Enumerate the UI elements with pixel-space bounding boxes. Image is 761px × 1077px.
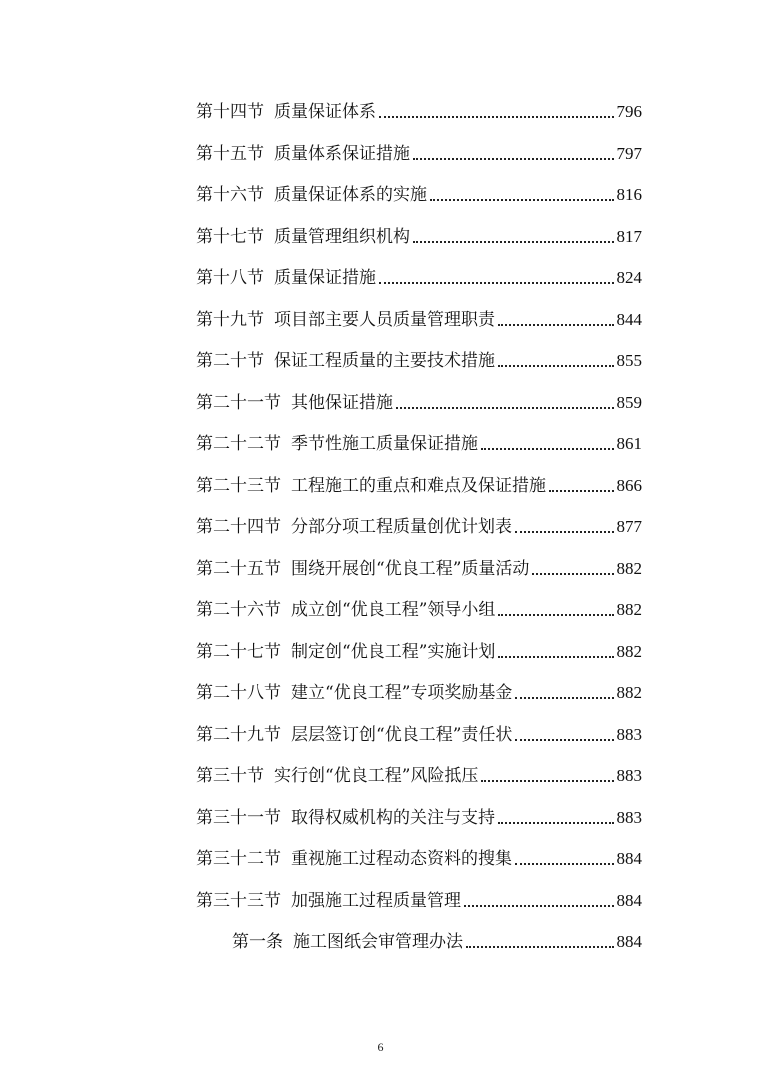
dot-leader — [466, 945, 614, 948]
toc-entry-page: 884 — [616, 849, 642, 868]
toc-entry-label: 第一条 — [232, 932, 283, 952]
toc-entry-label: 第二十七节 — [196, 642, 281, 662]
toc-entry-label: 第二十节 — [196, 351, 264, 371]
dot-leader — [515, 862, 614, 865]
toc-entry-title: 质量管理组织机构 — [274, 227, 410, 247]
dot-leader — [515, 696, 613, 699]
toc-entry-title: 取得权威机构的关注与支持 — [291, 808, 495, 828]
toc-entry[interactable] — [196, 343, 642, 371]
page-number: 6 — [377, 1040, 384, 1054]
toc-entry-title: 其他保证措施 — [291, 393, 393, 413]
toc-entry[interactable] — [196, 883, 642, 911]
toc-entry-label: 第二十一节 — [196, 393, 281, 413]
toc-entry-page: 882 — [616, 683, 642, 702]
toc-entry[interactable] — [196, 634, 642, 662]
toc-entry[interactable] — [196, 219, 642, 247]
dot-leader — [515, 530, 614, 533]
toc-entry[interactable] — [196, 758, 642, 786]
dot-leader — [379, 281, 614, 284]
dot-leader — [498, 821, 614, 824]
toc-entry-label: 第三十三节 — [196, 891, 281, 911]
toc-entry-label: 第十四节 — [196, 102, 264, 122]
toc-entry-page: 855 — [616, 351, 642, 370]
toc-entry-page: 824 — [616, 268, 642, 287]
dot-leader — [413, 240, 614, 243]
toc-entry[interactable] — [196, 385, 642, 413]
dot-leader — [379, 115, 614, 118]
toc-entry[interactable] — [196, 675, 642, 703]
toc-entry-label: 第二十六节 — [196, 600, 281, 620]
toc-entry-page: 882 — [616, 559, 642, 578]
dot-leader — [498, 364, 614, 367]
dot-leader — [413, 157, 614, 160]
toc-entry-title: 成立创“优良工程”领导小组 — [291, 600, 496, 620]
toc-entry-page: 884 — [616, 891, 642, 910]
toc-entry-page: 816 — [616, 185, 642, 204]
toc-entry[interactable] — [196, 177, 642, 205]
toc-entry[interactable] — [196, 302, 642, 330]
toc-entry-label: 第十八节 — [196, 268, 264, 288]
toc-entry[interactable] — [196, 800, 642, 828]
toc-entry-title: 围绕开展创“优良工程”质量活动 — [291, 559, 530, 579]
toc-entry-title: 质量体系保证措施 — [274, 144, 410, 164]
toc-entry-page: 882 — [616, 642, 642, 661]
toc-entry-label: 第二十九节 — [196, 725, 281, 745]
toc-entry-page: 882 — [616, 600, 642, 619]
toc-entry-page: 859 — [616, 393, 642, 412]
toc-entry-page: 884 — [616, 932, 642, 951]
dot-leader — [498, 323, 614, 326]
toc-entry-title: 层层签订创“优良工程”责任状 — [291, 725, 513, 745]
toc-entry-title: 重视施工过程动态资料的搜集 — [291, 849, 512, 869]
toc-entry-title: 质量保证措施 — [274, 268, 376, 288]
toc-entry-page: 883 — [616, 766, 642, 785]
toc-entry-page: 877 — [616, 517, 642, 536]
toc-entry-title: 项目部主要人员质量管理职责 — [274, 310, 495, 330]
toc-entry[interactable] — [196, 468, 642, 496]
toc-entry[interactable] — [196, 136, 642, 164]
toc-entry-title: 施工图纸会审管理办法 — [293, 932, 463, 952]
toc-entry-page: 796 — [616, 102, 642, 121]
toc-entry[interactable] — [196, 94, 642, 122]
toc-entry-title: 实行创“优良工程”风险抵压 — [274, 766, 479, 786]
toc-entry-label: 第三十一节 — [196, 808, 281, 828]
toc-entry-label: 第十五节 — [196, 144, 264, 164]
toc-entry[interactable] — [196, 592, 642, 620]
toc-entry-title: 分部分项工程质量创优计划表 — [291, 517, 512, 537]
dot-leader — [498, 613, 613, 616]
toc-entry-title: 保证工程质量的主要技术措施 — [274, 351, 495, 371]
toc-entry[interactable] — [196, 551, 642, 579]
toc-entry-label: 第二十八节 — [196, 683, 281, 703]
toc-entry[interactable] — [196, 426, 642, 454]
toc-entry[interactable] — [196, 509, 642, 537]
toc-entry-page: 861 — [616, 434, 642, 453]
toc-entry-page: 883 — [616, 725, 642, 744]
toc-entry-title: 季节性施工质量保证措施 — [291, 434, 478, 454]
toc-entry-label: 第十七节 — [196, 227, 264, 247]
toc-entry-label: 第十九节 — [196, 310, 264, 330]
toc-entry-title: 加强施工过程质量管理 — [291, 891, 461, 911]
dot-leader — [515, 738, 613, 741]
toc-entry-title: 质量保证体系 — [274, 102, 376, 122]
toc-entry[interactable] — [196, 717, 642, 745]
toc-entry-title: 工程施工的重点和难点及保证措施 — [291, 476, 546, 496]
toc-entry[interactable] — [196, 841, 642, 869]
toc-entry-label: 第三十二节 — [196, 849, 281, 869]
dot-leader — [464, 904, 614, 907]
dot-leader — [430, 198, 614, 201]
toc-entry-page: 866 — [616, 476, 642, 495]
dot-leader — [481, 447, 614, 450]
dot-leader — [498, 655, 613, 658]
toc-entry-title: 建立“优良工程”专项奖励基金 — [291, 683, 513, 703]
dot-leader — [481, 779, 613, 782]
dot-leader — [532, 572, 613, 575]
toc-entry-page: 844 — [616, 310, 642, 329]
toc-entry-label: 第二十二节 — [196, 434, 281, 454]
toc-entry-label: 第二十三节 — [196, 476, 281, 496]
dot-leader — [396, 406, 614, 409]
toc-entry-label: 第十六节 — [196, 185, 264, 205]
toc-entry-title: 制定创“优良工程”实施计划 — [291, 642, 496, 662]
toc-entry-page: 883 — [616, 808, 642, 827]
toc-entry[interactable] — [196, 260, 642, 288]
toc-entry-page: 797 — [616, 144, 642, 163]
toc-entry-page: 817 — [616, 227, 642, 246]
toc-subentry[interactable] — [232, 924, 642, 952]
toc-entry-label: 第二十五节 — [196, 559, 281, 579]
dot-leader — [549, 489, 614, 492]
toc-entry-title: 质量保证体系的实施 — [274, 185, 427, 205]
toc-entry-label: 第三十节 — [196, 766, 264, 786]
toc-entry-label: 第二十四节 — [196, 517, 281, 537]
